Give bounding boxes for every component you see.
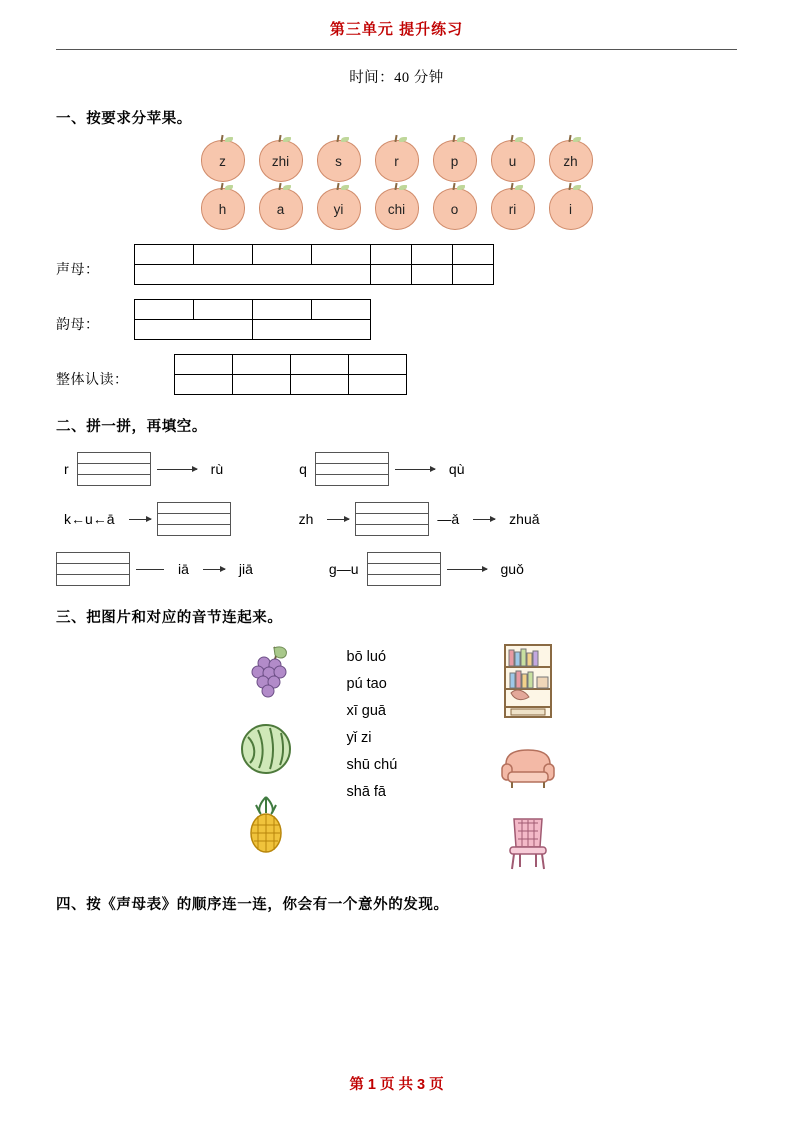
answer-box[interactable] (355, 502, 429, 536)
answer-box[interactable] (56, 552, 130, 586)
yunmu-answer-row (56, 299, 737, 340)
apple-item[interactable]: zhi (259, 140, 303, 182)
footer-text-before: 第 (349, 1077, 364, 1093)
apple-item[interactable]: u (491, 140, 535, 182)
match-word[interactable]: xī guā (346, 703, 386, 719)
spelling-left: zh (298, 511, 314, 527)
shengmu-answer-row (56, 244, 737, 285)
apple-row-2 (56, 188, 737, 230)
spelling-mid: —ǎ (437, 511, 460, 527)
spelling-left: q (299, 461, 307, 477)
footer-text-after: 页 (429, 1077, 444, 1093)
spelling-right: guǒ (500, 561, 524, 577)
zhengti-answer-grid[interactable] (174, 354, 407, 395)
zhengti-label: 整体认读： (56, 373, 129, 388)
apple-item[interactable]: z (201, 140, 245, 182)
apple-item[interactable]: zh (549, 140, 593, 182)
apple-item[interactable]: a (259, 188, 303, 230)
watermelon-picture[interactable] (234, 717, 298, 779)
header-divider (56, 49, 737, 50)
arrow-icon (203, 569, 225, 570)
apple-item[interactable]: r (375, 140, 419, 182)
spelling-right: rù (210, 461, 224, 477)
spelling-right: jiā (238, 561, 253, 577)
arrow-icon (129, 519, 151, 520)
answer-box[interactable] (77, 452, 151, 486)
right-picture-column (473, 641, 583, 873)
apple-group (56, 140, 737, 230)
section-title-2: 二、拼一拼，再填空。 (56, 419, 207, 435)
time-limit-text: 时间：40 分钟 (349, 70, 444, 86)
spelling-left: g—u (328, 561, 359, 577)
match-word[interactable]: pú tao (346, 676, 387, 692)
spelling-row-2 (56, 502, 737, 536)
apple-item[interactable]: i (549, 188, 593, 230)
arrow-icon (327, 519, 349, 520)
apple-item[interactable]: p (433, 140, 477, 182)
spelling-left: k←u←ā (64, 511, 115, 527)
sofa-picture[interactable] (496, 737, 560, 799)
spelling-right: zhuǎ (509, 511, 540, 527)
footer-total-pages: 3 (417, 1077, 426, 1093)
answer-box[interactable] (315, 452, 389, 486)
pinyin-word-column (347, 641, 447, 800)
match-word[interactable]: yǐ zi (346, 730, 372, 746)
footer-page-number: 1 (367, 1077, 376, 1093)
section-title-1: 一、按要求分苹果。 (56, 111, 192, 127)
section-title-4: 四、按《声母表》的顺序连一连，你会有一个意外的发现。 (56, 897, 449, 913)
footer-text-mid: 页 共 (379, 1077, 414, 1093)
left-picture-column (211, 641, 321, 855)
zhengti-answer-row (56, 354, 737, 395)
dash-icon (136, 569, 164, 570)
arrow-icon (473, 519, 495, 520)
apple-row-1 (56, 140, 737, 182)
apple-item[interactable]: s (317, 140, 361, 182)
shengmu-answer-grid[interactable] (134, 244, 494, 285)
spelling-left: r (64, 461, 69, 477)
arrow-icon (447, 569, 487, 570)
spelling-mid: iā (178, 561, 189, 577)
match-word[interactable]: shū chú (346, 757, 398, 773)
answer-box[interactable] (367, 552, 441, 586)
shengmu-label: 声母： (56, 263, 100, 278)
page-title: 第三单元 提升练习 (329, 21, 464, 38)
arrow-icon (157, 469, 197, 470)
match-word[interactable]: shā fā (346, 784, 386, 800)
spelling-row-1 (56, 452, 737, 486)
spelling-row-3 (56, 552, 737, 586)
match-word[interactable]: bō luó (346, 649, 387, 665)
grapes-picture[interactable] (234, 641, 298, 703)
bookshelf-picture[interactable] (499, 641, 557, 725)
yunmu-label: 韵母： (56, 318, 100, 333)
apple-item[interactable]: h (201, 188, 245, 230)
apple-item[interactable]: o (433, 188, 477, 230)
apple-item[interactable]: chi (375, 188, 419, 230)
apple-item[interactable]: yi (317, 188, 361, 230)
section-title-3: 三、把图片和对应的音节连起来。 (56, 610, 283, 626)
apple-item[interactable]: ri (491, 188, 535, 230)
page-footer (0, 1073, 793, 1094)
matching-exercise (56, 641, 737, 873)
arrow-icon (395, 469, 435, 470)
yunmu-answer-grid[interactable] (134, 299, 371, 340)
pineapple-picture[interactable] (234, 793, 298, 855)
chair-picture[interactable] (496, 811, 560, 873)
answer-box[interactable] (157, 502, 231, 536)
spelling-right: qù (448, 461, 465, 477)
